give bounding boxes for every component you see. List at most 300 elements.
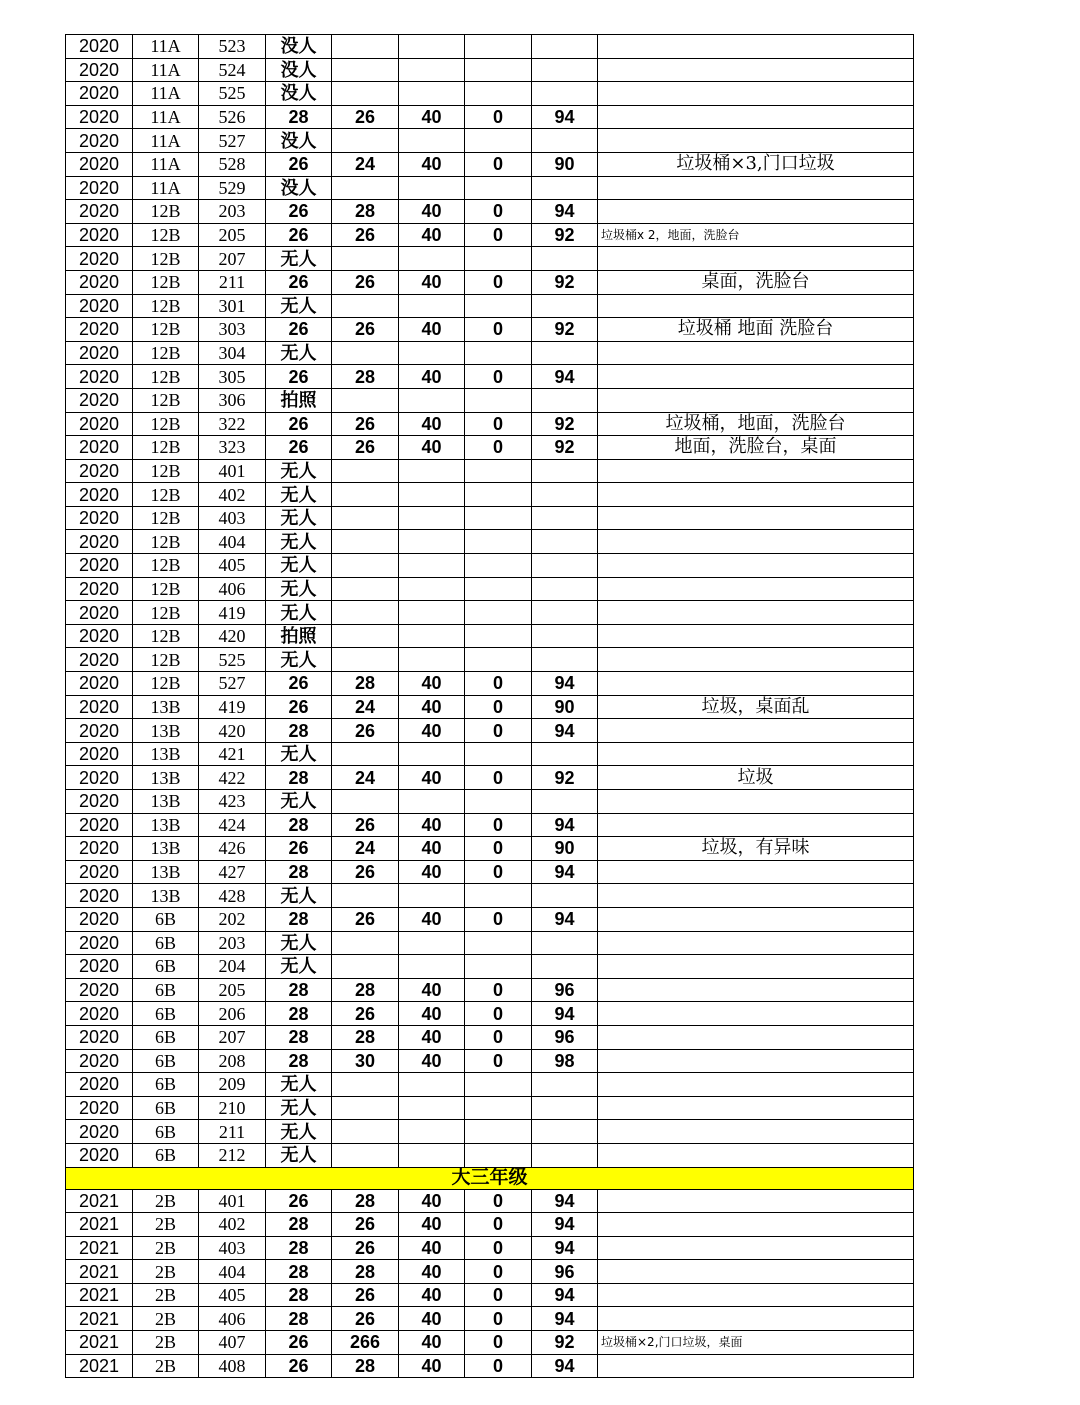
room-cell: 420 — [199, 624, 266, 648]
year-cell: 2020 — [66, 35, 133, 59]
score-3-cell: 40 — [399, 695, 465, 719]
score-1-cell: 无人 — [266, 884, 332, 908]
remarks-cell — [598, 1189, 914, 1213]
table-row — [66, 506, 914, 530]
score-1-cell: 无人 — [266, 648, 332, 672]
score-3-cell — [399, 483, 465, 507]
score-2-cell — [332, 58, 399, 82]
table-row — [66, 695, 914, 719]
year-cell: 2021 — [66, 1236, 133, 1260]
room-cell: 207 — [199, 1025, 266, 1049]
room-cell: 523 — [199, 35, 266, 59]
year-cell: 2020 — [66, 766, 133, 790]
year-cell: 2021 — [66, 1283, 133, 1307]
score-3-cell — [399, 1096, 465, 1120]
score-3-cell — [399, 648, 465, 672]
total-cell: 94 — [532, 1236, 598, 1260]
score-2-cell: 26 — [332, 1236, 399, 1260]
score-1-cell: 无人 — [266, 1120, 332, 1144]
total-cell — [532, 459, 598, 483]
deduction-cell — [465, 459, 532, 483]
deduction-cell — [465, 624, 532, 648]
remarks-cell — [598, 742, 914, 766]
building-cell: 2B — [133, 1189, 199, 1213]
score-1-cell: 28 — [266, 860, 332, 884]
building-cell: 12B — [133, 200, 199, 224]
score-1-cell: 没人 — [266, 129, 332, 153]
section-header-row — [66, 1167, 914, 1189]
total-cell — [532, 554, 598, 578]
remarks-cell — [598, 1025, 914, 1049]
room-cell: 525 — [199, 82, 266, 106]
building-cell: 11A — [133, 129, 199, 153]
building-cell: 11A — [133, 82, 199, 106]
room-cell: 524 — [199, 58, 266, 82]
score-1-cell: 无人 — [266, 506, 332, 530]
table-row — [66, 388, 914, 412]
year-cell: 2021 — [66, 1260, 133, 1284]
score-1-cell: 28 — [266, 1260, 332, 1284]
score-1-cell: 26 — [266, 412, 332, 436]
year-cell: 2020 — [66, 506, 133, 530]
remarks-cell — [598, 860, 914, 884]
room-cell: 322 — [199, 412, 266, 436]
score-3-cell — [399, 35, 465, 59]
score-1-cell: 无人 — [266, 341, 332, 365]
deduction-cell — [465, 601, 532, 625]
score-3-cell — [399, 341, 465, 365]
score-1-cell: 无人 — [266, 530, 332, 554]
remarks-cell — [598, 790, 914, 814]
year-cell: 2020 — [66, 82, 133, 106]
table-row — [66, 176, 914, 200]
deduction-cell — [465, 884, 532, 908]
remarks-cell — [598, 1096, 914, 1120]
year-cell: 2020 — [66, 884, 133, 908]
remarks-cell — [598, 1143, 914, 1167]
score-3-cell: 40 — [399, 1025, 465, 1049]
table-row — [66, 1096, 914, 1120]
table-row — [66, 955, 914, 979]
score-1-cell: 26 — [266, 1189, 332, 1213]
score-3-cell: 40 — [399, 412, 465, 436]
score-3-cell: 40 — [399, 1260, 465, 1284]
score-1-cell: 没人 — [266, 58, 332, 82]
score-1-cell: 28 — [266, 813, 332, 837]
total-cell — [532, 790, 598, 814]
year-cell: 2020 — [66, 790, 133, 814]
score-1-cell: 无人 — [266, 790, 332, 814]
score-1-cell: 26 — [266, 318, 332, 342]
building-cell: 13B — [133, 884, 199, 908]
table-row — [66, 554, 914, 578]
score-1-cell: 28 — [266, 907, 332, 931]
inspection-table — [65, 34, 914, 1378]
score-2-cell — [332, 742, 399, 766]
total-cell — [532, 176, 598, 200]
room-cell: 206 — [199, 1002, 266, 1026]
room-cell: 422 — [199, 766, 266, 790]
deduction-cell — [465, 577, 532, 601]
room-cell: 525 — [199, 648, 266, 672]
building-cell: 12B — [133, 624, 199, 648]
score-1-cell: 没人 — [266, 35, 332, 59]
score-2-cell — [332, 1143, 399, 1167]
score-3-cell: 40 — [399, 837, 465, 861]
score-1-cell: 28 — [266, 1002, 332, 1026]
building-cell: 12B — [133, 341, 199, 365]
building-cell: 2B — [133, 1260, 199, 1284]
table-row — [66, 1283, 914, 1307]
score-2-cell — [332, 648, 399, 672]
score-3-cell — [399, 388, 465, 412]
score-1-cell: 28 — [266, 978, 332, 1002]
year-cell: 2020 — [66, 200, 133, 224]
score-2-cell: 28 — [332, 1354, 399, 1378]
score-3-cell: 40 — [399, 152, 465, 176]
deduction-cell — [465, 530, 532, 554]
score-2-cell: 24 — [332, 766, 399, 790]
building-cell: 12B — [133, 388, 199, 412]
remarks-cell — [598, 1002, 914, 1026]
total-cell — [532, 1096, 598, 1120]
score-3-cell — [399, 577, 465, 601]
year-cell: 2020 — [66, 176, 133, 200]
year-cell: 2021 — [66, 1354, 133, 1378]
building-cell: 2B — [133, 1354, 199, 1378]
score-3-cell: 40 — [399, 1002, 465, 1026]
table-row — [66, 35, 914, 59]
year-cell: 2020 — [66, 1002, 133, 1026]
score-2-cell — [332, 176, 399, 200]
building-cell: 6B — [133, 1002, 199, 1026]
score-2-cell — [332, 624, 399, 648]
remarks-cell — [598, 1260, 914, 1284]
building-cell: 2B — [133, 1213, 199, 1237]
total-cell: 94 — [532, 1307, 598, 1331]
total-cell: 92 — [532, 318, 598, 342]
year-cell: 2020 — [66, 931, 133, 955]
score-1-cell: 26 — [266, 672, 332, 696]
score-1-cell: 28 — [266, 1236, 332, 1260]
room-cell: 403 — [199, 1236, 266, 1260]
score-1-cell: 无人 — [266, 742, 332, 766]
score-1-cell: 无人 — [266, 483, 332, 507]
table-row — [66, 530, 914, 554]
score-2-cell — [332, 884, 399, 908]
deduction-cell — [465, 931, 532, 955]
deduction-cell: 0 — [465, 1354, 532, 1378]
table-row — [66, 1025, 914, 1049]
total-cell — [532, 1120, 598, 1144]
year-cell: 2020 — [66, 719, 133, 743]
table-row — [66, 907, 914, 931]
score-3-cell — [399, 790, 465, 814]
deduction-cell: 0 — [465, 907, 532, 931]
score-2-cell — [332, 82, 399, 106]
total-cell: 94 — [532, 813, 598, 837]
score-1-cell: 26 — [266, 837, 332, 861]
score-1-cell: 无人 — [266, 577, 332, 601]
remarks-cell — [598, 506, 914, 530]
table-row — [66, 1213, 914, 1237]
deduction-cell — [465, 1096, 532, 1120]
score-2-cell — [332, 931, 399, 955]
score-2-cell — [332, 577, 399, 601]
building-cell: 6B — [133, 931, 199, 955]
building-cell: 6B — [133, 978, 199, 1002]
score-2-cell — [332, 459, 399, 483]
room-cell: 529 — [199, 176, 266, 200]
deduction-cell: 0 — [465, 1002, 532, 1026]
total-cell: 96 — [532, 1260, 598, 1284]
score-2-cell: 26 — [332, 1307, 399, 1331]
total-cell — [532, 648, 598, 672]
score-1-cell: 28 — [266, 1283, 332, 1307]
total-cell: 90 — [532, 152, 598, 176]
building-cell: 2B — [133, 1307, 199, 1331]
year-cell: 2021 — [66, 1213, 133, 1237]
deduction-cell: 0 — [465, 978, 532, 1002]
building-cell: 2B — [133, 1283, 199, 1307]
total-cell: 96 — [532, 1025, 598, 1049]
building-cell: 6B — [133, 1120, 199, 1144]
score-1-cell: 26 — [266, 1331, 332, 1355]
score-3-cell — [399, 884, 465, 908]
year-cell: 2020 — [66, 412, 133, 436]
score-3-cell: 40 — [399, 223, 465, 247]
table-row — [66, 1049, 914, 1073]
score-2-cell — [332, 955, 399, 979]
total-cell: 94 — [532, 1213, 598, 1237]
score-1-cell: 无人 — [266, 294, 332, 318]
remarks-cell: 桌面，洗脸台 — [598, 270, 914, 294]
remarks-cell: 垃圾，桌面乱 — [598, 695, 914, 719]
deduction-cell: 0 — [465, 766, 532, 790]
total-cell: 92 — [532, 412, 598, 436]
remarks-cell — [598, 483, 914, 507]
year-cell: 2020 — [66, 601, 133, 625]
remarks-cell — [598, 813, 914, 837]
building-cell: 11A — [133, 176, 199, 200]
score-3-cell: 40 — [399, 1307, 465, 1331]
deduction-cell: 0 — [465, 1049, 532, 1073]
deduction-cell: 0 — [465, 318, 532, 342]
building-cell: 11A — [133, 35, 199, 59]
room-cell: 421 — [199, 742, 266, 766]
table-row — [66, 270, 914, 294]
remarks-cell — [598, 247, 914, 271]
deduction-cell: 0 — [465, 436, 532, 460]
remarks-cell — [598, 1236, 914, 1260]
total-cell: 94 — [532, 1354, 598, 1378]
score-1-cell: 26 — [266, 1354, 332, 1378]
year-cell: 2020 — [66, 648, 133, 672]
room-cell: 209 — [199, 1073, 266, 1097]
score-3-cell: 40 — [399, 1236, 465, 1260]
total-cell — [532, 58, 598, 82]
score-3-cell: 40 — [399, 436, 465, 460]
building-cell: 12B — [133, 601, 199, 625]
room-cell: 403 — [199, 506, 266, 530]
room-cell: 426 — [199, 837, 266, 861]
building-cell: 11A — [133, 58, 199, 82]
room-cell: 408 — [199, 1354, 266, 1378]
room-cell: 208 — [199, 1049, 266, 1073]
score-2-cell: 24 — [332, 152, 399, 176]
score-2-cell: 30 — [332, 1049, 399, 1073]
remarks-cell — [598, 978, 914, 1002]
room-cell: 419 — [199, 695, 266, 719]
deduction-cell: 0 — [465, 1260, 532, 1284]
deduction-cell — [465, 554, 532, 578]
total-cell: 94 — [532, 365, 598, 389]
remarks-cell — [598, 554, 914, 578]
year-cell: 2020 — [66, 388, 133, 412]
score-3-cell — [399, 459, 465, 483]
deduction-cell: 0 — [465, 1189, 532, 1213]
score-2-cell: 26 — [332, 105, 399, 129]
total-cell — [532, 624, 598, 648]
table-row — [66, 790, 914, 814]
deduction-cell — [465, 247, 532, 271]
score-1-cell: 拍照 — [266, 624, 332, 648]
score-3-cell — [399, 294, 465, 318]
building-cell: 13B — [133, 837, 199, 861]
score-3-cell: 40 — [399, 719, 465, 743]
score-3-cell: 40 — [399, 270, 465, 294]
room-cell: 404 — [199, 530, 266, 554]
remarks-cell — [598, 459, 914, 483]
room-cell: 203 — [199, 931, 266, 955]
year-cell: 2020 — [66, 577, 133, 601]
deduction-cell: 0 — [465, 695, 532, 719]
total-cell: 94 — [532, 1189, 598, 1213]
score-2-cell: 26 — [332, 318, 399, 342]
building-cell: 13B — [133, 742, 199, 766]
score-1-cell: 没人 — [266, 82, 332, 106]
year-cell: 2020 — [66, 483, 133, 507]
score-1-cell: 无人 — [266, 931, 332, 955]
room-cell: 406 — [199, 1307, 266, 1331]
table-row — [66, 82, 914, 106]
score-3-cell — [399, 530, 465, 554]
year-cell: 2020 — [66, 105, 133, 129]
table-row — [66, 577, 914, 601]
score-1-cell: 26 — [266, 200, 332, 224]
score-2-cell: 26 — [332, 436, 399, 460]
score-2-cell — [332, 129, 399, 153]
score-3-cell: 40 — [399, 105, 465, 129]
building-cell: 2B — [133, 1236, 199, 1260]
remarks-cell — [598, 648, 914, 672]
deduction-cell: 0 — [465, 837, 532, 861]
total-cell: 94 — [532, 200, 598, 224]
table-row — [66, 648, 914, 672]
deduction-cell — [465, 1073, 532, 1097]
score-1-cell: 26 — [266, 223, 332, 247]
building-cell: 6B — [133, 955, 199, 979]
score-2-cell: 26 — [332, 813, 399, 837]
remarks-cell: 垃圾 — [598, 766, 914, 790]
deduction-cell: 0 — [465, 1283, 532, 1307]
remarks-cell — [598, 294, 914, 318]
deduction-cell: 0 — [465, 1331, 532, 1355]
deduction-cell: 0 — [465, 152, 532, 176]
building-cell: 12B — [133, 483, 199, 507]
deduction-cell: 0 — [465, 719, 532, 743]
total-cell — [532, 601, 598, 625]
total-cell: 94 — [532, 672, 598, 696]
table-row — [66, 884, 914, 908]
score-2-cell — [332, 35, 399, 59]
year-cell: 2020 — [66, 129, 133, 153]
deduction-cell: 0 — [465, 1236, 532, 1260]
score-2-cell: 28 — [332, 200, 399, 224]
year-cell: 2020 — [66, 270, 133, 294]
section-title: 大三年级 — [66, 1167, 914, 1189]
building-cell: 12B — [133, 672, 199, 696]
room-cell: 203 — [199, 200, 266, 224]
remarks-cell — [598, 884, 914, 908]
building-cell: 12B — [133, 459, 199, 483]
score-2-cell — [332, 554, 399, 578]
score-1-cell: 26 — [266, 152, 332, 176]
year-cell: 2020 — [66, 955, 133, 979]
building-cell: 12B — [133, 506, 199, 530]
year-cell: 2020 — [66, 978, 133, 1002]
score-3-cell: 40 — [399, 1049, 465, 1073]
table-row — [66, 837, 914, 861]
deduction-cell — [465, 742, 532, 766]
table-row — [66, 719, 914, 743]
remarks-cell — [598, 672, 914, 696]
score-2-cell — [332, 483, 399, 507]
score-3-cell: 40 — [399, 1354, 465, 1378]
year-cell: 2020 — [66, 365, 133, 389]
score-1-cell: 28 — [266, 105, 332, 129]
score-2-cell — [332, 388, 399, 412]
score-1-cell: 拍照 — [266, 388, 332, 412]
remarks-cell — [598, 1049, 914, 1073]
score-3-cell — [399, 931, 465, 955]
deduction-cell — [465, 176, 532, 200]
building-cell: 6B — [133, 1025, 199, 1049]
total-cell: 90 — [532, 837, 598, 861]
building-cell: 13B — [133, 790, 199, 814]
room-cell: 202 — [199, 907, 266, 931]
building-cell: 12B — [133, 270, 199, 294]
table-row — [66, 459, 914, 483]
table-row — [66, 1120, 914, 1144]
score-3-cell — [399, 1120, 465, 1144]
score-2-cell: 26 — [332, 1213, 399, 1237]
deduction-cell — [465, 506, 532, 530]
room-cell: 211 — [199, 1120, 266, 1144]
score-2-cell — [332, 530, 399, 554]
deduction-cell: 0 — [465, 1307, 532, 1331]
total-cell — [532, 341, 598, 365]
remarks-cell — [598, 931, 914, 955]
table-row — [66, 152, 914, 176]
score-1-cell: 28 — [266, 1213, 332, 1237]
total-cell: 92 — [532, 223, 598, 247]
table-row — [66, 365, 914, 389]
remarks-cell — [598, 1073, 914, 1097]
building-cell: 12B — [133, 365, 199, 389]
room-cell: 526 — [199, 105, 266, 129]
table-row — [66, 860, 914, 884]
